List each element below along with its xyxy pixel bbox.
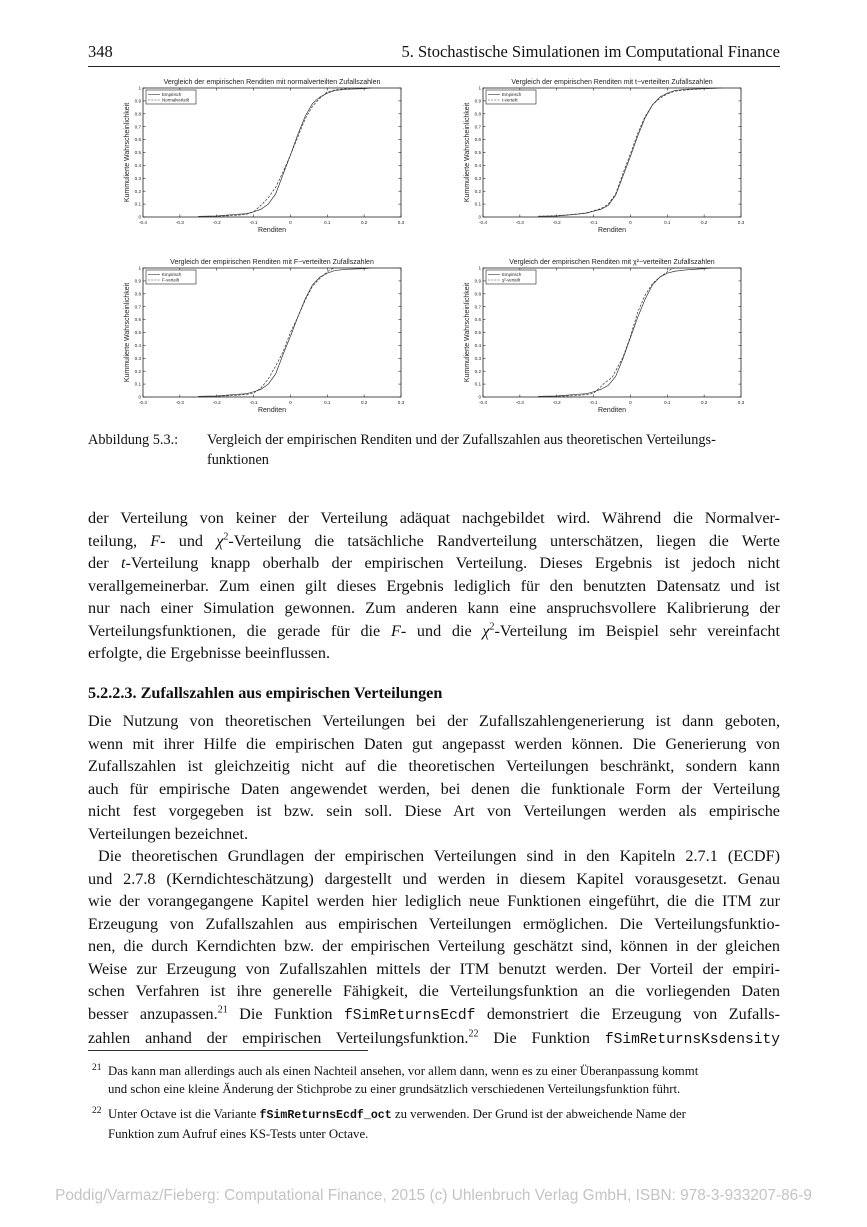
y-tick-label: 0.5 <box>134 150 141 156</box>
series-line-empirical <box>198 268 371 396</box>
caption-line: Vergleich der empirischen Renditen und der Zufallszahlen aus theoretischen Verteilungs- <box>207 432 716 448</box>
x-tick-label: -0.3 <box>515 400 524 405</box>
y-tick-label: 0.9 <box>474 98 481 104</box>
text-run: -Verteilung knapp oberhalb der empirischen Verteilung. Dieses Ergebnis ist jedoch nicht <box>125 554 780 572</box>
text-line <box>88 552 780 575</box>
x-tick-label: 0.3 <box>737 220 745 225</box>
text-line: nicht fest vorgegeben ist bzw. sein soll. Diese Art von Verteilungen werden als empirische <box>88 802 780 820</box>
series-line-theoretical <box>538 268 711 397</box>
chart-title: Vergleich der empirischen Renditen mit normalverteilten Zufallszahlen <box>163 79 381 86</box>
caption-label: Abbildung 5.3.: <box>88 432 179 448</box>
plot-frame <box>483 88 741 217</box>
x-tick-label: 0 <box>289 400 292 405</box>
footnote-line: Das kann man allerdings auch als einen Nachteil ansehen, vor allem dann, wenn es zu einer Überanpassung kommt <box>108 1064 699 1078</box>
x-tick-label: 0.3 <box>397 400 405 405</box>
x-axis-label: Renditen <box>257 407 287 414</box>
header-rule <box>88 66 780 67</box>
text-line: Verteilungen bezeichnet. <box>88 824 249 843</box>
y-tick-label: 0.2 <box>474 368 481 374</box>
text-run: der <box>88 554 121 572</box>
text-line: nen, die durch Kerndichten bzw. der empirischen Verteilung geschätzt sind, können in der gleichen <box>88 937 780 955</box>
text-line: verallgemeinerbar. Zum einen gilt dieses Ergebnis lediglich für den benutzten Datensatz und ist <box>88 576 780 595</box>
paragraph-2 <box>88 710 780 845</box>
chapter-title: 5. Stochastische Simulationen im Computational Finance <box>401 42 780 61</box>
math-F: F <box>390 621 401 640</box>
x-tick-label: -0.3 <box>175 400 184 405</box>
text-run: Die Funktion <box>478 1029 605 1047</box>
x-tick-label: 0.1 <box>664 400 671 405</box>
y-tick-label: 0.4 <box>474 163 481 168</box>
running-header <box>88 42 780 66</box>
chart-t <box>450 74 750 239</box>
x-tick-label: 0 <box>289 220 292 225</box>
math-F: F <box>150 531 161 550</box>
x-tick-label: 0.1 <box>664 220 671 225</box>
code-function-name: fSimReturnsEcdf_oct <box>259 1109 392 1122</box>
y-tick-label: 1 <box>138 85 141 91</box>
x-tick-label: 0.3 <box>737 400 745 405</box>
legend-label: Empirisch <box>162 92 182 97</box>
series-line-theoretical <box>538 88 722 216</box>
y-tick-label: 0.1 <box>134 381 141 387</box>
y-tick-label: 0.3 <box>134 175 141 181</box>
series-line-empirical <box>538 268 711 396</box>
y-tick-label: 0.5 <box>134 330 141 336</box>
x-axis-label: Renditen <box>597 227 627 234</box>
series-line-theoretical <box>198 88 371 217</box>
text-run: Verteilungsfunktionen, die gerade für die <box>88 621 391 640</box>
chart-title: Vergleich der empirischen Renditen mit χ²−verteilten Zufallszahlen <box>509 259 715 266</box>
y-axis-label: Kummulierte Wahrscheinlichkeit <box>124 282 131 383</box>
caption-line: funktionen <box>207 452 269 468</box>
x-tick-label: -0.1 <box>589 220 598 225</box>
text-run: demonstriert die Erzeugung von Zufalls- <box>475 1004 780 1023</box>
legend-label: Empirisch <box>162 272 182 277</box>
y-tick-label: 0.6 <box>474 137 481 143</box>
text-run: besser anzupassen. <box>88 1004 218 1023</box>
x-axis-label: Renditen <box>257 227 287 234</box>
footnote-rule <box>88 1050 368 1051</box>
x-tick-label: -0.3 <box>515 220 524 225</box>
text-run: teilung, <box>88 531 151 550</box>
text-run: -Verteilung im Beispiel sehr vereinfacht <box>494 621 780 640</box>
y-tick-label: 0.6 <box>474 317 481 323</box>
y-tick-label: 0.4 <box>134 343 141 348</box>
text-line: Zufallszahlen ist gleichzeitig nicht auf die theoretischen Verteilungen beschränkt, sondern kann <box>88 757 780 775</box>
text-line: wenn mit ihrer Hilfe die empirischen Daten gut angepasst werden können. Die Generierung von <box>88 734 780 753</box>
series-line-theoretical <box>198 268 371 397</box>
text-line: Die theoretischen Grundlagen der empirischen Verteilungen sind in den Kapiteln 2.7.1 (ECDF) <box>98 847 780 865</box>
y-tick-label: 0.3 <box>474 175 481 181</box>
text-run: - und die <box>400 621 483 640</box>
x-tick-label: 0.2 <box>700 220 708 225</box>
math-sup: 2 <box>223 531 229 543</box>
text-run: zahlen anhand der empirischen Verteilungsfunktion. <box>88 1029 469 1047</box>
copyright-watermark: Poddig/Varmaz/Fieberg: Computational Finance, 2015 (c) Uhlenbruch Verlag GmbH, ISBN: 978-3-933207-86-9 <box>55 1187 812 1204</box>
chart-f <box>110 254 410 419</box>
y-tick-label: 0.7 <box>134 124 141 130</box>
y-tick-label: 0.8 <box>474 291 481 297</box>
paragraph-3 <box>88 845 780 1052</box>
text-line <box>88 530 780 553</box>
y-tick-label: 0.8 <box>134 291 141 297</box>
math-sup: 2 <box>489 621 495 633</box>
x-tick-label: -0.2 <box>552 220 561 225</box>
x-tick-label: 0 <box>629 220 632 225</box>
plot-frame <box>143 88 401 217</box>
x-tick-label: -0.3 <box>175 220 184 225</box>
y-tick-label: 0.9 <box>134 278 141 284</box>
code-function-name: fSimReturnsEcdf <box>343 1007 476 1024</box>
footnote-ref-21[interactable]: 21 <box>217 1004 228 1016</box>
y-tick-label: 0.1 <box>474 381 481 387</box>
plot-frame <box>143 268 401 397</box>
y-tick-label: 0.2 <box>134 188 141 194</box>
x-tick-label: -0.4 <box>479 220 487 225</box>
text-line <box>88 620 780 643</box>
y-tick-label: 0.1 <box>134 201 141 207</box>
x-tick-label: -0.4 <box>139 220 147 225</box>
text-line: auch für empirische Daten angewendet werden, bei denen die funktionale Form der Verteilung <box>88 779 780 798</box>
text-line <box>88 1003 780 1028</box>
x-tick-label: -0.2 <box>212 220 221 225</box>
y-tick-label: 0 <box>138 214 141 220</box>
legend-label: F-verteilt <box>162 277 180 283</box>
y-tick-label: 0 <box>478 394 481 400</box>
x-tick-label: -0.2 <box>212 400 221 405</box>
text-line: Weise zur Erzeugung von Zufallszahlen mittels der ITM benutzt werden. Der Vorteil der empiri- <box>88 959 780 978</box>
footnote-line: und schon eine kleine Änderung der Stichprobe zu einer grundsätzlich verschiedenen Verteilungsfunktion führt. <box>108 1082 681 1096</box>
chart-title: Vergleich der empirischen Renditen mit F−verteilten Zufallszahlen <box>170 259 374 266</box>
text-line: Die Nutzung von theoretischen Verteilungen bei der Zufallszahlengenerierung ist dann geboten, <box>88 712 780 730</box>
section-heading: 5.2.2.3. Zufallszahlen aus empirischen Verteilungen <box>88 684 443 702</box>
legend-label: χ²-verteilt <box>502 277 521 283</box>
x-tick-label: -0.1 <box>589 400 598 405</box>
math-t: t <box>121 554 126 572</box>
text-line: wie der vorangegangene Kapitel werden hier lediglich neue Funktionen eingeführt, die die ITM zur <box>88 892 780 910</box>
text-line <box>88 1027 780 1052</box>
x-tick-label: -0.1 <box>249 400 258 405</box>
chart-chi2 <box>450 254 750 419</box>
y-tick-label: 0.7 <box>134 304 141 310</box>
y-axis-label: Kummulierte Wahrscheinlichkeit <box>124 102 131 203</box>
y-tick-label: 0 <box>138 394 141 400</box>
chart-normal <box>110 74 410 239</box>
x-tick-label: 0.1 <box>324 220 331 225</box>
legend-label: Empirisch <box>502 92 522 97</box>
caption-text <box>207 430 787 470</box>
y-tick-label: 0 <box>478 214 481 220</box>
y-tick-label: 0.3 <box>134 355 141 361</box>
math-chi: χ <box>482 621 490 640</box>
text-run: Die Funktion <box>227 1004 344 1023</box>
y-axis-label: Kummulierte Wahrscheinlichkeit <box>464 282 471 383</box>
x-tick-label: -0.1 <box>249 220 258 225</box>
legend-label: Empirisch <box>502 272 522 277</box>
y-tick-label: 0.1 <box>474 201 481 207</box>
text-run: Unter Octave ist die Variante <box>108 1107 260 1121</box>
text-line: und 2.7.8 (Kerndichteschätzung) dargestellt und werden in diesem Kapitel vorausgesetzt. Genau <box>88 869 780 888</box>
legend-label: Normalverteilt <box>162 97 190 103</box>
math-chi: χ <box>216 531 224 550</box>
y-tick-label: 0.9 <box>474 278 481 284</box>
y-tick-label: 0.4 <box>474 343 481 348</box>
footnote-line: Funktion zum Aufruf eines KS-Tests unter Octave. <box>108 1127 369 1141</box>
legend-label: t-verteilt <box>502 97 518 103</box>
y-tick-label: 0.7 <box>474 124 481 130</box>
x-tick-label: -0.2 <box>552 400 561 405</box>
y-axis-label: Kummulierte Wahrscheinlichkeit <box>464 102 471 203</box>
series-line-empirical <box>198 88 371 216</box>
y-tick-label: 1 <box>138 265 141 271</box>
footnote-number: 21 <box>92 1063 102 1073</box>
text-line: der Verteilung von keiner der Verteilung adäquat nachgebildet wird. Während die Normalver- <box>88 509 780 527</box>
code-function-name: fSimReturnsKsdensity <box>604 1032 780 1048</box>
x-axis-label: Renditen <box>597 407 627 414</box>
text-run: -Verteilung die tatsächliche Randverteilung unterschätzen, liegen die Werte <box>228 531 780 550</box>
text-run: zu verwenden. Der Grund ist der abweichende Name der <box>391 1107 686 1121</box>
x-tick-label: 0.2 <box>700 400 708 405</box>
text-line: schen Verfahren ist ihre generelle Fähigkeit, die Verteilungsfunktion an die vorliegenden Daten <box>88 982 780 1000</box>
plot-frame <box>483 268 741 397</box>
page-number: 348 <box>88 42 113 61</box>
y-tick-label: 0.7 <box>474 304 481 310</box>
footnote-line <box>108 1105 780 1125</box>
y-tick-label: 0.5 <box>474 150 481 156</box>
text-line: nur nach einer Simulation gewonnen. Zum anderen kann eine anspruchsvollere Kalibrierung der <box>88 599 780 617</box>
y-tick-label: 1 <box>478 85 481 91</box>
chart-title: Vergleich der empirischen Renditen mit t−verteilten Zufallszahlen <box>511 79 713 86</box>
y-tick-label: 0.8 <box>134 111 141 117</box>
footnote-body <box>108 1062 780 1098</box>
y-tick-label: 0.3 <box>474 355 481 361</box>
footnote-ref-22[interactable]: 22 <box>468 1028 479 1040</box>
x-tick-label: 0.3 <box>397 220 405 225</box>
footnote-body <box>108 1105 780 1143</box>
y-tick-label: 0.5 <box>474 330 481 336</box>
series-line-empirical <box>538 88 722 216</box>
x-tick-label: 0 <box>629 400 632 405</box>
x-tick-label: 0.1 <box>324 400 331 405</box>
footnote-number: 22 <box>92 1106 102 1116</box>
y-tick-label: 0.8 <box>474 111 481 117</box>
text-run: - und <box>160 531 217 550</box>
x-tick-label: 0.2 <box>360 220 368 225</box>
y-tick-label: 0.6 <box>134 317 141 323</box>
y-tick-label: 0.2 <box>134 368 141 374</box>
y-tick-label: 0.2 <box>474 188 481 194</box>
y-tick-label: 1 <box>478 265 481 271</box>
y-tick-label: 0.4 <box>134 163 141 168</box>
x-tick-label: 0.2 <box>360 400 368 405</box>
x-tick-label: -0.4 <box>139 400 147 405</box>
y-tick-label: 0.9 <box>134 98 141 104</box>
x-tick-label: -0.4 <box>479 400 487 405</box>
y-tick-label: 0.6 <box>134 137 141 143</box>
text-line: Erzeugung von Zufallszahlen aus empirischen Verteilungen ermöglichen. Die Verteilungsfunktio- <box>88 914 780 933</box>
text-line: erfolgte, die Ergebnisse beeinflussen. <box>88 644 330 662</box>
paragraph-1 <box>88 507 780 665</box>
